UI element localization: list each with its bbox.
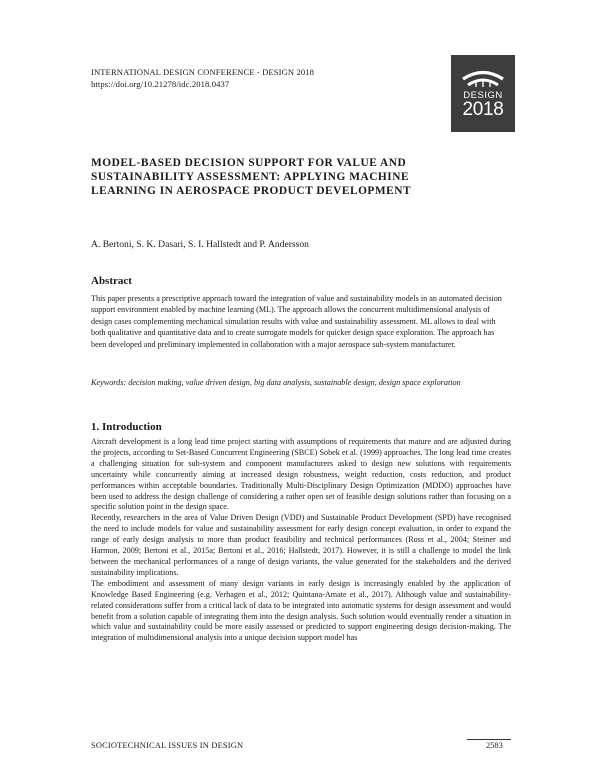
abstract-heading: Abstract <box>91 275 132 287</box>
paper-title: MODEL-BASED DECISION SUPPORT FOR VALUE AND SUSTAINABILITY ASSESSMENT: APPLYING MACHINE LEARNING IN AEROSPACE PRODUCT DEVELOPMENT <box>91 157 412 198</box>
design-2018-logo <box>451 55 515 132</box>
paragraph: The embodiment and assessment of many design variants in early design is increasingly enabled by the application of Knowledge Based Engineering (e.g. Verhagen et al., 2012; Quintana-Amate et al., 2017). Although value and sustainability-related considerations suffer from a critical lack of data to be integrated into automatic systems for design assessment and would benefit from a solution capable of integrating them into the design analysis. Such solution would eventually render a situation in which value and sustainability could be more easily assessed or predicted to support engineering design decision-making. The integration of multidimensional analysis into a unique decision support model has <box>91 578 511 643</box>
author-list: A. Bertoni, S. K. Dasari, S. I. Hallstedt and P. Andersson <box>91 239 309 250</box>
paragraph: Recently, researchers in the area of Value Driven Design (VDD) and Sustainable Product Development (SPD) have recognised the need to include models for value and sustainability assessment for early design concept evaluation, in order to expand the range of early design analysis to more than product feasibility and technical performances (Ross et al., 2004; Steiner and Harmon, 2009; Bertoni et al., 2015a; Bertoni et al., 2016; Hallstedt, 2017). However, it is still a challenge to model the link between the mechanical performances of a range of design variants, the value generated for the stakeholders and the derived sustainability implications. <box>91 513 511 577</box>
logo-design-text: DESIGN <box>463 90 503 101</box>
doi-link[interactable]: https://doi.org/10.21278/idc.2018.0437 <box>91 79 230 89</box>
footer-section-title: SOCIOTECHNICAL ISSUES IN DESIGN <box>91 741 244 750</box>
conference-name: INTERNATIONAL DESIGN CONFERENCE - DESIGN 2018 <box>91 67 315 77</box>
introduction-body <box>91 437 511 644</box>
footer-rule <box>467 739 511 740</box>
section-heading-introduction: 1. Introduction <box>91 421 162 433</box>
page-number: 2583 <box>486 741 503 750</box>
paragraph: Aircraft development is a long lead time project starting with assumptions of requirements that mature and are adjusted during the projects, according to Set-Based Concurrent Engineering (SBCE) Sobek et al. (1999) approaches. The long lead time creates a challenging situation for sub-system and component manufacturers asked to design new solutions with requirements uncertainty while concurrently aiming at increased design robustness, weight reduction, costs reduction, and product performances within acceptable boundaries. Traditionally Multi-Disciplinary Design Optimization (MDDO) approaches have been used to address the design challenge of considering a rather open set of feasible design solutions rather than focusing on a specific solution point in the design space. <box>91 437 511 512</box>
logo-year-text: 2018 <box>462 99 504 120</box>
conference-header <box>91 66 314 90</box>
keywords: Keywords: decision making, value driven design, big data analysis, sustainable design, design space exploration <box>91 378 461 387</box>
abstract-text: This paper presents a prescriptive approach toward the integration of value and sustainability models in an automated decision support environment enabled by machine learning (ML). The approach allows the concurrent multidimensional analysis of design cases complementing mechanical simulation results with value and sustainability assessment. ML allows to deal with both qualitative and quantitative data and to create surrogate models for quicker design space exploration. The approach has been developed and preliminary implemented in collaboration with a major aerospace sub-system manufacturer. <box>91 294 502 349</box>
